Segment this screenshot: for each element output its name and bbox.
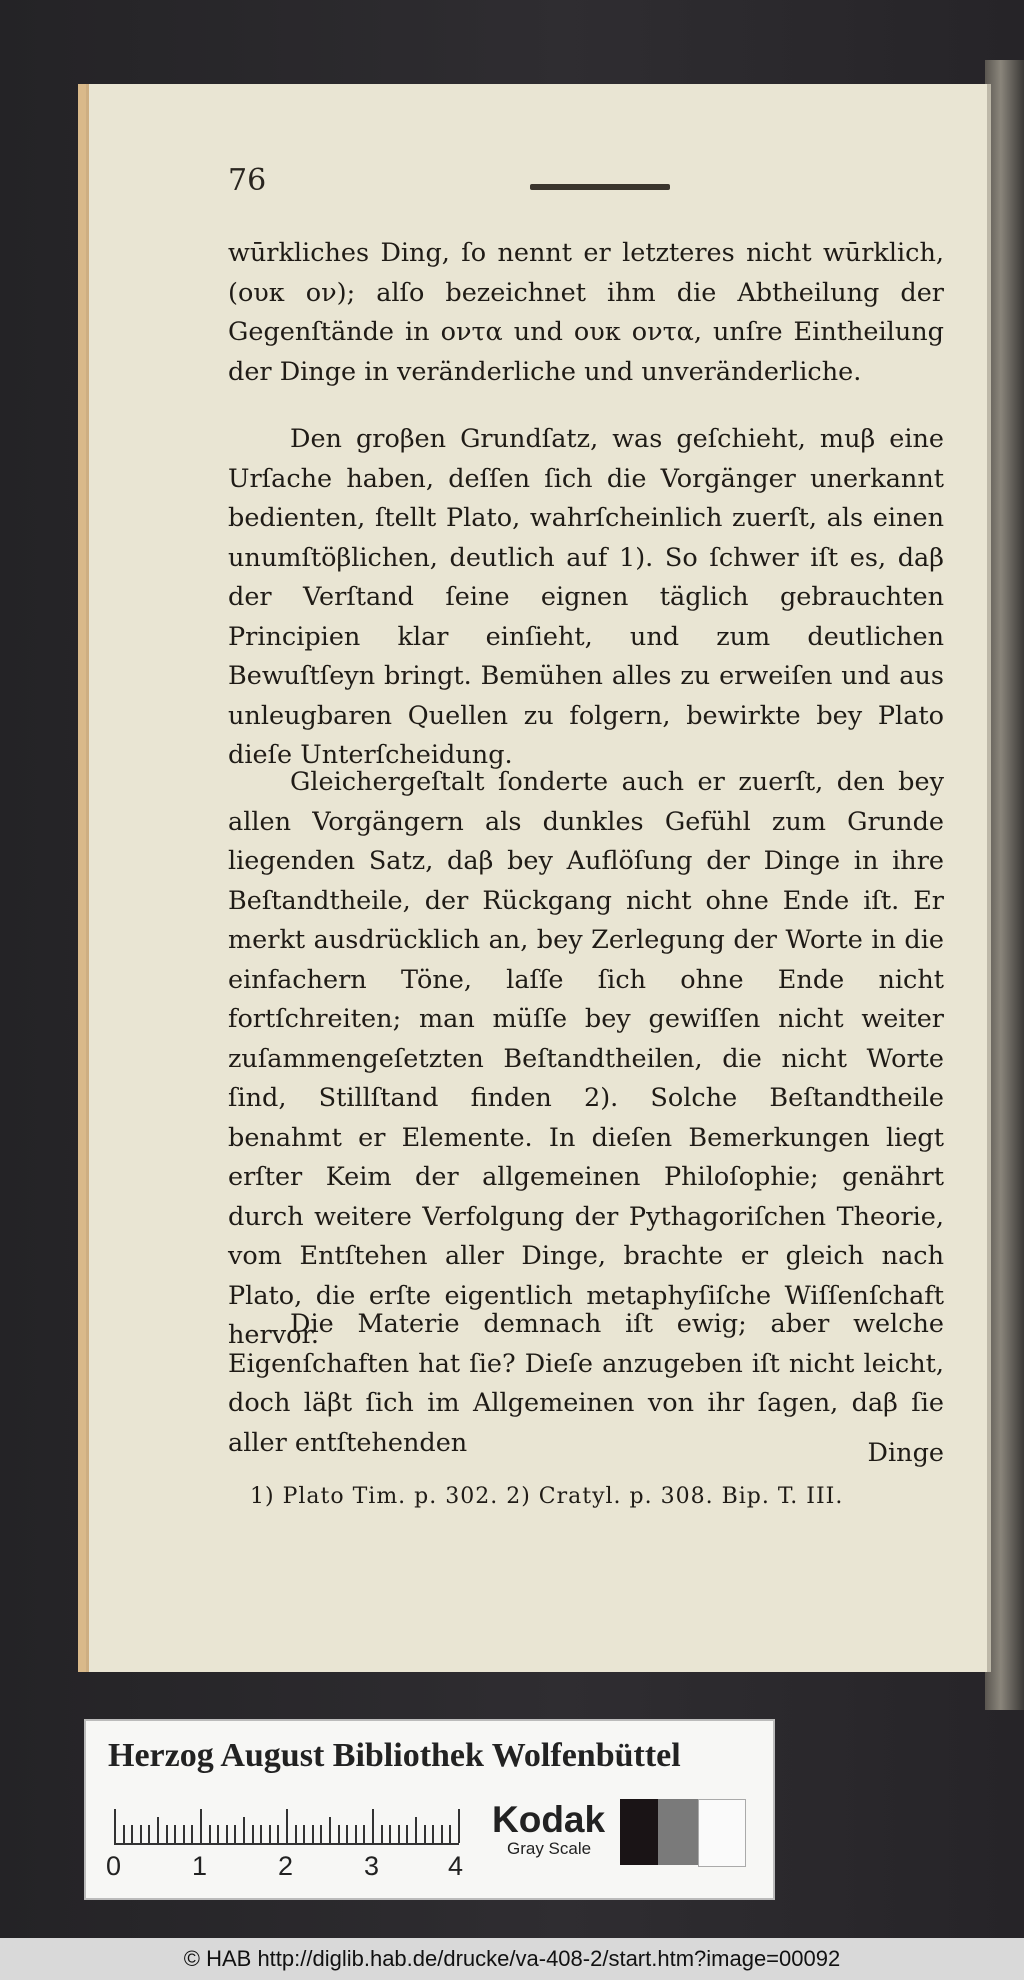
ruler-tick <box>398 1825 400 1843</box>
ruler-tick <box>303 1825 305 1843</box>
ruler-tick <box>131 1825 133 1843</box>
catchword: Dinge <box>867 1438 944 1468</box>
paragraph: wūrkliches Ding, ſo nennt er letzteres nicht wūrklich, (ουκ ον); alſo bezeichnet ihm die Abtheilung der Gegenſtände in οντα und ουκ οντα, unſre Eintheilung der Dinge in veränderliche und unveränderliche. <box>228 238 944 387</box>
ruler-tick <box>381 1825 383 1843</box>
kodak-logo: Kodak <box>492 1799 606 1840</box>
gray-swatch-mid <box>658 1799 698 1865</box>
ruler-tick <box>415 1817 417 1843</box>
ruler-number: 1 <box>192 1851 208 1881</box>
ruler-tick <box>166 1825 168 1843</box>
ruler-tick <box>174 1825 176 1843</box>
paragraph: Die Materie demnach iſt ewig; aber welche Eigenſchaften hat ſie? Dieſe anzugeben iſt nicht leicht, doch läβt ſich im Allgemeinen von ihr ſagen, daβ ſie aller entſtehenden <box>228 1309 944 1458</box>
ruler-tick <box>260 1825 262 1843</box>
ruler-tick <box>432 1825 434 1843</box>
ruler-number: 3 <box>364 1851 380 1881</box>
paragraph: Gleichergeſtalt ſonderte auch er zuerſt, den bey allen Vorgängern als dunkles Gefühl zum Grunde liegenden Satz, daβ bey Auflöſung der Dinge in ihre Beſtandtheile, der Rückgang nicht ohne Ende iſt. Er merkt ausdrücklich an, bey Zerlegung der Worte in die einfachern Töne, laſſe ſich ohne Ende nicht fortſchreiten; man müſſe bey gewiſſen nicht weiter zuſammengeſetzten Beſtandtheilen, die nicht Worte ſind, Stillſtand finden 2). Solche Beſtandtheile benahmt er Elemente. In dieſen Bemerkungen liegt erſter Keim der allgemeinen Philoſophie; genährt durch weitere Verfolgung der Pythagoriſchen Theorie, vom Entſtehen aller Dinge, brachte er gleich nach Plato, die erſte eigentlich metaphyſiſche Wiſſenſchaft hervor. <box>228 767 944 1350</box>
color-target-card <box>84 1719 775 1900</box>
paragraph: Den groβen Grundſatz, was geſchieht, muβ eine Urſache haben, deſſen ſich die Vorgänger unerkannt bedienten, ſtellt Plato, wahrſcheinlich zuerſt, als einen unumſtöβlichen, deutlich auf 1). So ſchwer iſt es, daβ der Verſtand ſeine eignen täglich gebrauchten Principien klar einſieht, und zum deutlichen Bewuſtſeyn bringt. Bemühen alles zu erweiſen und aus unleugbaren Quellen zu folgern, bewirkte bey Plato dieſe Unterſcheidung. <box>228 424 944 770</box>
ruler-tick <box>286 1809 288 1843</box>
ruler-tick <box>226 1825 228 1843</box>
ruler-number: 2 <box>278 1851 294 1881</box>
ruler-tick <box>458 1809 460 1843</box>
ruler-tick <box>424 1825 426 1843</box>
copyright-link[interactable]: © HAB http://diglib.hab.de/drucke/va-408-2/start.htm?image=00092 <box>183 1946 841 1971</box>
ruler-tick <box>252 1825 254 1843</box>
ruler-tick <box>389 1825 391 1843</box>
footnotes: 1) Plato Tim. p. 302. 2) Cratyl. p. 308. Bip. T. III. <box>250 1484 844 1509</box>
ruler-tick <box>363 1825 365 1843</box>
ruler-tick <box>406 1825 408 1843</box>
ruler-tick <box>372 1809 374 1843</box>
ruler-tick <box>234 1825 236 1843</box>
ruler-tick <box>312 1825 314 1843</box>
book-page <box>78 84 991 1672</box>
ruler-tick <box>217 1825 219 1843</box>
ruler-tick <box>320 1825 322 1843</box>
ruler-tick <box>183 1825 185 1843</box>
ruler-number: 0 <box>106 1851 122 1881</box>
ruler-tick <box>277 1825 279 1843</box>
ruler-tick <box>200 1809 202 1843</box>
ruler-tick <box>148 1825 150 1843</box>
library-name: Herzog August Bibliothek Wolfenbüttel <box>108 1737 681 1774</box>
ruler-tick <box>157 1817 159 1843</box>
ruler-tick <box>338 1825 340 1843</box>
ruler-tick <box>140 1825 142 1843</box>
ruler-number: 4 <box>448 1851 464 1881</box>
ruler-tick <box>329 1817 331 1843</box>
copyright-bar <box>0 1938 1024 1980</box>
ruler-tick <box>295 1825 297 1843</box>
ruler-tick <box>355 1825 357 1843</box>
ruler-tick <box>346 1825 348 1843</box>
grayscale-label: Gray Scale <box>507 1839 592 1858</box>
ruler-tick <box>243 1817 245 1843</box>
ruler-tick <box>209 1825 211 1843</box>
ruler-tick <box>441 1825 443 1843</box>
header-rule <box>530 184 670 190</box>
gray-swatch-light <box>698 1799 746 1867</box>
ruler-tick <box>269 1825 271 1843</box>
ruler <box>114 1843 459 1845</box>
ruler-tick <box>114 1809 116 1843</box>
gray-swatch-dark <box>620 1799 658 1865</box>
ruler-tick <box>191 1825 193 1843</box>
ruler-tick <box>449 1825 451 1843</box>
page-number: 76 <box>228 163 267 198</box>
ruler-tick <box>123 1825 125 1843</box>
